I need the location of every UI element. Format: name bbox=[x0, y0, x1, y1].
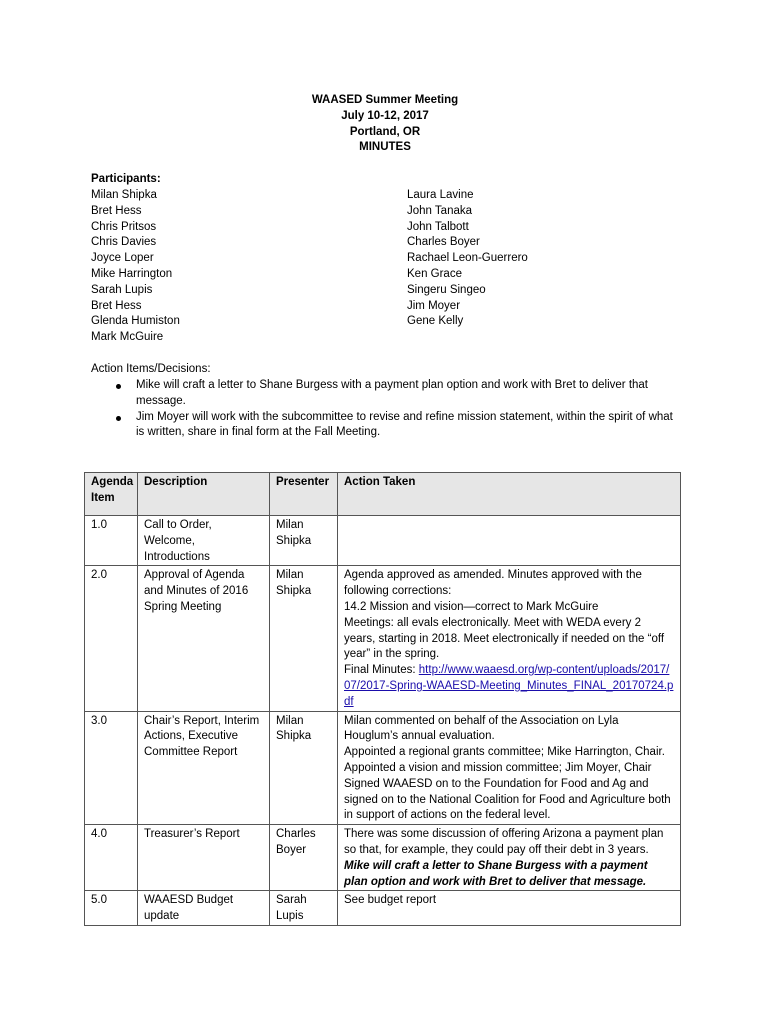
action-line: Meetings: all evals electronically. Meet with WEDA every 2 years, starting in 2018. Meet electronically if needed on the “off year” in the spring. bbox=[344, 616, 665, 661]
action-items-list bbox=[91, 378, 681, 441]
action-item bbox=[91, 378, 681, 410]
action-items-heading: Action Items/Decisions: bbox=[91, 363, 211, 375]
agenda-description: WAAESD Budget update bbox=[138, 891, 270, 926]
action-line: Agenda approved as amended. Minutes approved with the following corrections: bbox=[344, 569, 642, 598]
participant-name: John Talbott bbox=[407, 220, 469, 233]
participant-name: Bret Hess bbox=[91, 299, 142, 312]
agenda-action-taken bbox=[338, 566, 681, 711]
participant-name: Jim Moyer bbox=[407, 299, 461, 312]
table-row bbox=[85, 825, 681, 891]
action-item bbox=[91, 410, 681, 442]
header-agenda-item: Agenda Item bbox=[85, 473, 138, 516]
bullet-icon bbox=[116, 384, 121, 389]
agenda-action-taken bbox=[338, 516, 681, 566]
participant-name: Milan Shipka bbox=[91, 189, 157, 201]
header-description: Description bbox=[138, 473, 270, 516]
participant-name: Sarah Lupis bbox=[91, 283, 153, 296]
participant-name: Rachael Leon-Guerrero bbox=[407, 252, 528, 265]
agenda-item-number: 2.0 bbox=[85, 566, 138, 711]
action-item-text: Mike will craft a letter to Shane Burgess with a payment plan option and work with Bret to deliver that message. bbox=[136, 379, 649, 407]
table-row bbox=[85, 711, 681, 825]
agenda-action-taken bbox=[338, 825, 681, 891]
agenda-presenter: Milan Shipka bbox=[270, 566, 338, 711]
participant-name: Ken Grace bbox=[407, 267, 462, 280]
agenda-item-number: 5.0 bbox=[85, 891, 138, 926]
participant-name: Mark McGuire bbox=[91, 331, 164, 344]
agenda-table bbox=[84, 472, 681, 926]
participant-name: John Tanaka bbox=[407, 204, 473, 217]
agenda-header-row bbox=[85, 473, 681, 516]
agenda-action-taken bbox=[338, 711, 681, 825]
participant-name: Gene Kelly bbox=[407, 315, 464, 328]
action-line: 14.2 Mission and vision—correct to Mark McGuire bbox=[344, 600, 599, 613]
participant-name: Mike Harrington bbox=[91, 267, 173, 280]
table-row bbox=[85, 516, 681, 566]
agenda-presenter: Milan Shipka bbox=[270, 711, 338, 825]
action-line: Milan commented on behalf of the Association on Lyla Houglum’s annual evaluation. bbox=[344, 714, 619, 743]
header-presenter: Presenter bbox=[270, 473, 338, 516]
meeting-dates: July 10-12, 2017 bbox=[341, 109, 429, 122]
table-row bbox=[85, 891, 681, 926]
final-minutes-label: Final Minutes: bbox=[344, 664, 419, 677]
action-line: There was some discussion of offering Arizona a payment plan so that, for example, they could pay off their debt in 3 years. bbox=[344, 828, 664, 856]
agenda-description: Chair’s Report, Interim Actions, Executive Committee Report bbox=[138, 711, 270, 825]
bullet-icon bbox=[116, 416, 121, 421]
agenda-description: Treasurer’s Report bbox=[138, 825, 270, 891]
agenda-presenter: Milan Shipka bbox=[270, 516, 338, 566]
participant-name: Singeru Singeo bbox=[407, 283, 486, 296]
participants-left-column bbox=[91, 188, 180, 346]
agenda-presenter: Charles Boyer bbox=[270, 825, 338, 891]
agenda-item-number: 4.0 bbox=[85, 825, 138, 891]
action-line: See budget report bbox=[344, 894, 437, 907]
agenda-description: Approval of Agenda and Minutes of 2016 Spring Meeting bbox=[138, 566, 270, 711]
document-type: MINUTES bbox=[359, 141, 411, 154]
participant-name: Bret Hess bbox=[91, 204, 142, 217]
final-minutes-line bbox=[344, 663, 674, 710]
participant-name: Chris Pritsos bbox=[91, 220, 157, 233]
participants-right-column bbox=[407, 188, 528, 330]
header-action-taken: Action Taken bbox=[338, 473, 681, 516]
agenda-item-number: 3.0 bbox=[85, 711, 138, 825]
meeting-title: WAASED Summer Meeting bbox=[311, 94, 459, 106]
participant-name: Glenda Humiston bbox=[91, 315, 180, 328]
participants-heading: Participants: bbox=[91, 173, 161, 185]
action-line: Appointed a regional grants committee; Mike Harrington, Chair. bbox=[344, 746, 665, 759]
participant-name: Laura Lavine bbox=[407, 189, 474, 201]
final-minutes-link[interactable]: http://www.waaesd.org/wp-content/uploads/2017/07/2017-Spring-WAAESD-Meeting_Minutes_FINAL_20170724.pdf bbox=[344, 664, 674, 708]
document-header bbox=[0, 93, 770, 156]
participant-name: Charles Boyer bbox=[407, 236, 480, 249]
action-item-text: Jim Moyer will work with the subcommittee to revise and refine mission statement, within the spirit of what is written, share in final form at the Fall Meeting. bbox=[136, 410, 673, 439]
action-line: Signed WAAESD on to the Foundation for Food and Ag and signed on to the National Coalition for Food and Agriculture both in support of actions on the federal level. bbox=[344, 777, 671, 822]
table-row bbox=[85, 566, 681, 711]
agenda-description: Call to Order, Welcome, Introductions bbox=[138, 516, 270, 566]
action-emphasis: Mike will craft a letter to Shane Burgess with a payment plan option and work with Bret to deliver that message. bbox=[344, 859, 648, 888]
agenda-item-number: 1.0 bbox=[85, 516, 138, 566]
meeting-location: Portland, OR bbox=[349, 125, 421, 138]
agenda-presenter: Sarah Lupis bbox=[270, 891, 338, 926]
agenda-action-taken bbox=[338, 891, 681, 926]
participant-name: Chris Davies bbox=[91, 236, 157, 249]
action-line: Appointed a vision and mission committee; Jim Moyer, Chair bbox=[344, 761, 652, 774]
participant-name: Joyce Loper bbox=[91, 252, 154, 265]
